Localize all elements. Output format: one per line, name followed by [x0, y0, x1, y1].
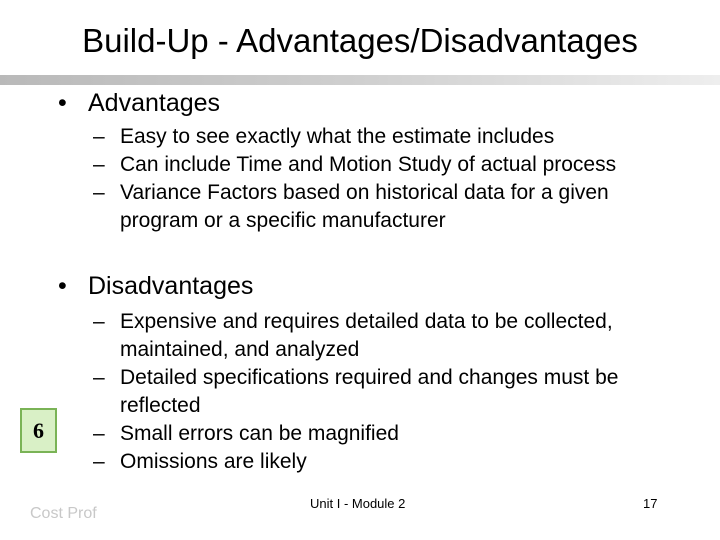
list-item-text: Detailed specifications required and changes must be reflected — [120, 366, 619, 417]
module-number-badge: 6 — [20, 408, 57, 453]
disadvantages-heading — [58, 271, 253, 301]
footer-module-label: Unit I - Module 2 — [310, 496, 406, 511]
list-item — [93, 420, 673, 448]
list-item-text: Can include Time and Motion Study of actual process — [120, 153, 617, 176]
list-item — [93, 179, 673, 235]
bullet-icon: • — [58, 272, 67, 300]
advantages-heading — [58, 88, 220, 118]
list-item — [93, 364, 673, 420]
disadvantages-heading-label: Disadvantages — [88, 272, 254, 300]
list-item-text: Small errors can be magnified — [120, 422, 399, 445]
slide-title: Build-Up - Advantages/Disadvantages — [82, 22, 638, 59]
page-number: 17 — [643, 496, 658, 511]
list-item — [93, 308, 673, 364]
list-item-text: Easy to see exactly what the estimate includes — [120, 125, 555, 148]
dash-icon: – — [93, 422, 105, 445]
advantages-list — [93, 123, 673, 235]
list-item-text: Omissions are likely — [120, 450, 307, 473]
list-item — [93, 123, 673, 151]
advantages-heading-label: Advantages — [88, 89, 221, 117]
footer-course-label: Cost Prof — [30, 505, 97, 522]
list-item-text: Expensive and requires detailed data to be collected, maintained, and analyzed — [120, 310, 613, 361]
bullet-icon: • — [58, 89, 67, 117]
title-underline — [0, 75, 720, 85]
dash-icon: – — [93, 450, 105, 473]
disadvantages-list — [93, 308, 673, 476]
dash-icon: – — [93, 125, 105, 148]
list-item — [93, 151, 673, 179]
dash-icon: – — [93, 310, 105, 333]
dash-icon: – — [93, 153, 105, 176]
list-item — [93, 448, 673, 476]
list-item-text: Variance Factors based on historical data for a given program or a specific manufacturer — [120, 181, 609, 232]
dash-icon: – — [93, 181, 105, 204]
dash-icon: – — [93, 366, 105, 389]
